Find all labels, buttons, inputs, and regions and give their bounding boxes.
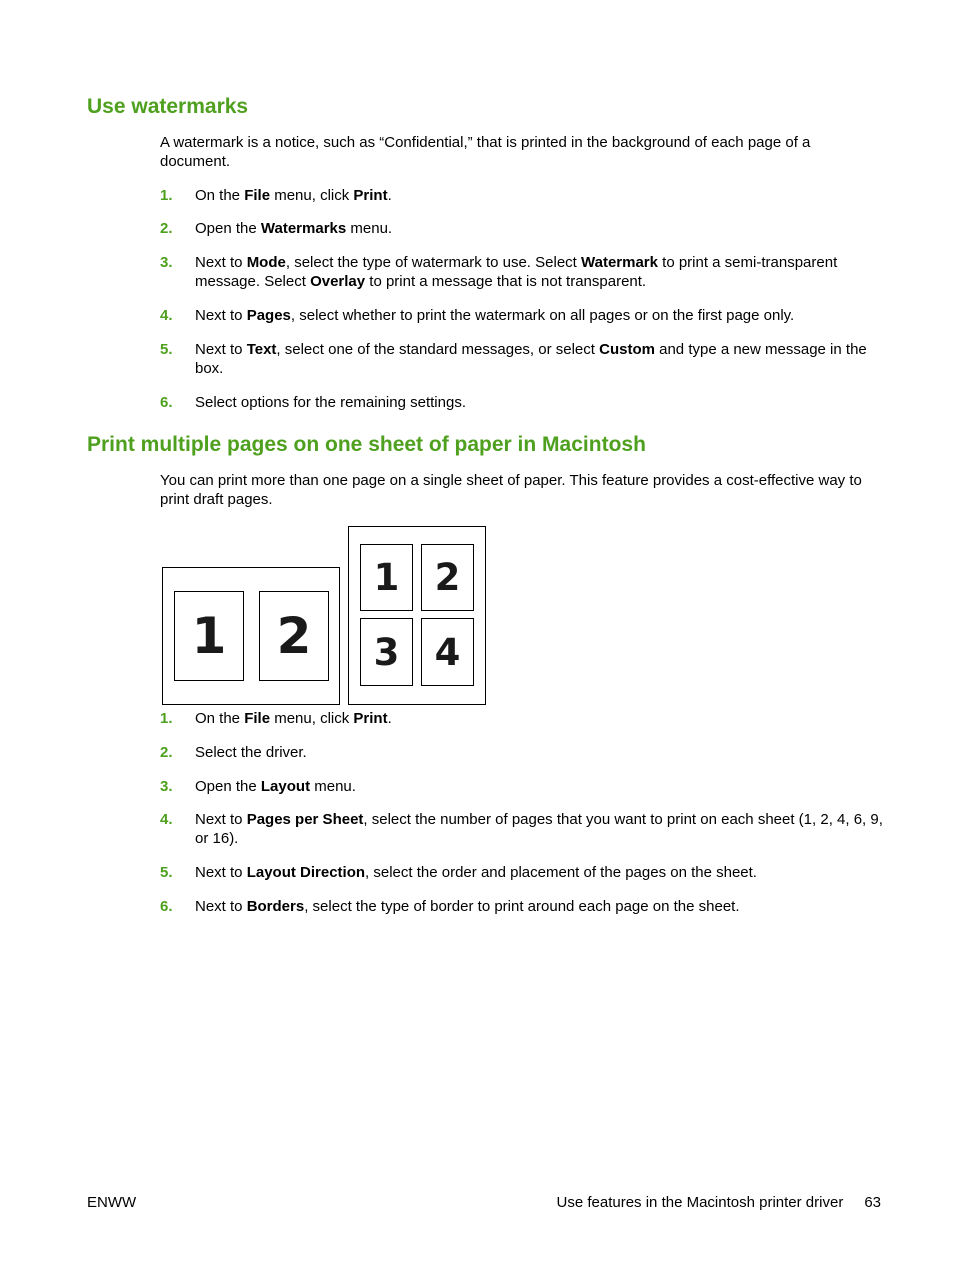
- ui-term: Print: [353, 187, 388, 204]
- step-number: 4.: [160, 307, 173, 324]
- page-thumbnail: 2: [421, 544, 474, 611]
- page-number: 63: [864, 1194, 881, 1211]
- step-number: 1.: [160, 187, 173, 204]
- step-number: 4.: [160, 811, 173, 828]
- section-title-watermarks: Use watermarks: [87, 95, 249, 118]
- step-number: 5.: [160, 341, 173, 358]
- ui-term: Layout: [260, 778, 311, 795]
- step-number: 6.: [160, 394, 173, 411]
- watermarks-intro: A watermark is a notice, such as “Confidential,” that is printed in the background of each page of a document.: [160, 134, 811, 170]
- ui-term: Watermark: [581, 254, 658, 271]
- step-number: 1.: [160, 710, 173, 727]
- step-number: 3.: [160, 778, 173, 795]
- ui-term: Custom: [599, 341, 655, 358]
- footer-right: [557, 1193, 881, 1212]
- step-text: Next to Mode, select the type of watermark to use. Select Watermark to print a semi-transparent message. Select Overlay to print a message that is not transparent.: [195, 254, 838, 290]
- ui-term: File: [244, 710, 271, 727]
- page-thumbnail: 3: [360, 618, 413, 686]
- step-text: Select options for the remaining settings.: [195, 394, 466, 411]
- footer-left: ENWW: [87, 1194, 137, 1211]
- step-text: On the File menu, click Print.: [195, 187, 392, 204]
- page-thumbnail: 2: [259, 591, 329, 681]
- step-number: 2.: [160, 220, 173, 237]
- two-up-sheet: [162, 567, 340, 705]
- step-text: Next to Text, select one of the standard messages, or select Custom and type a new message in the box.: [195, 341, 867, 377]
- page-thumbnail: 1: [174, 591, 244, 681]
- step-number: 6.: [160, 898, 173, 915]
- page-thumbnail: 1: [360, 544, 413, 611]
- step-text: Next to Borders, select the type of border to print around each page on the sheet.: [195, 898, 740, 915]
- multiple-pages-intro: You can print more than one page on a single sheet of paper. This feature provides a cost-effective way to print draft pages.: [160, 472, 862, 508]
- step-text: Open the Layout menu.: [195, 778, 356, 795]
- ui-term: Pages: [246, 307, 291, 324]
- ui-term: Layout Direction: [246, 864, 366, 881]
- step-text: Next to Layout Direction, select the order and placement of the pages on the sheet.: [195, 864, 757, 881]
- section-title-multiple-pages: Print multiple pages on one sheet of paper in Macintosh: [87, 433, 646, 456]
- step-text: Next to Pages per Sheet, select the number of pages that you want to print on each sheet (1, 2, 4, 6, 9, or 16).: [195, 811, 883, 847]
- ui-term: Pages per Sheet: [246, 811, 364, 828]
- four-up-sheet: [348, 526, 486, 705]
- step-text: Select the driver.: [195, 744, 307, 761]
- step-text: Next to Pages, select whether to print the watermark on all pages or on the first page only.: [195, 307, 795, 324]
- ui-term: Print: [353, 710, 388, 727]
- ui-term: Watermarks: [260, 220, 347, 237]
- step-number: 3.: [160, 254, 173, 271]
- ui-term: Overlay: [310, 273, 366, 290]
- ui-term: Borders: [246, 898, 305, 915]
- step-number: 5.: [160, 864, 173, 881]
- step-number: 2.: [160, 744, 173, 761]
- ui-term: Text: [246, 341, 277, 358]
- step-text: On the File menu, click Print.: [195, 710, 392, 727]
- ui-term: File: [244, 187, 271, 204]
- page-thumbnail: 4: [421, 618, 474, 686]
- ui-term: Mode: [246, 254, 286, 271]
- step-text: Open the Watermarks menu.: [195, 220, 393, 237]
- footer-title: Use features in the Macintosh printer driver: [556, 1194, 844, 1211]
